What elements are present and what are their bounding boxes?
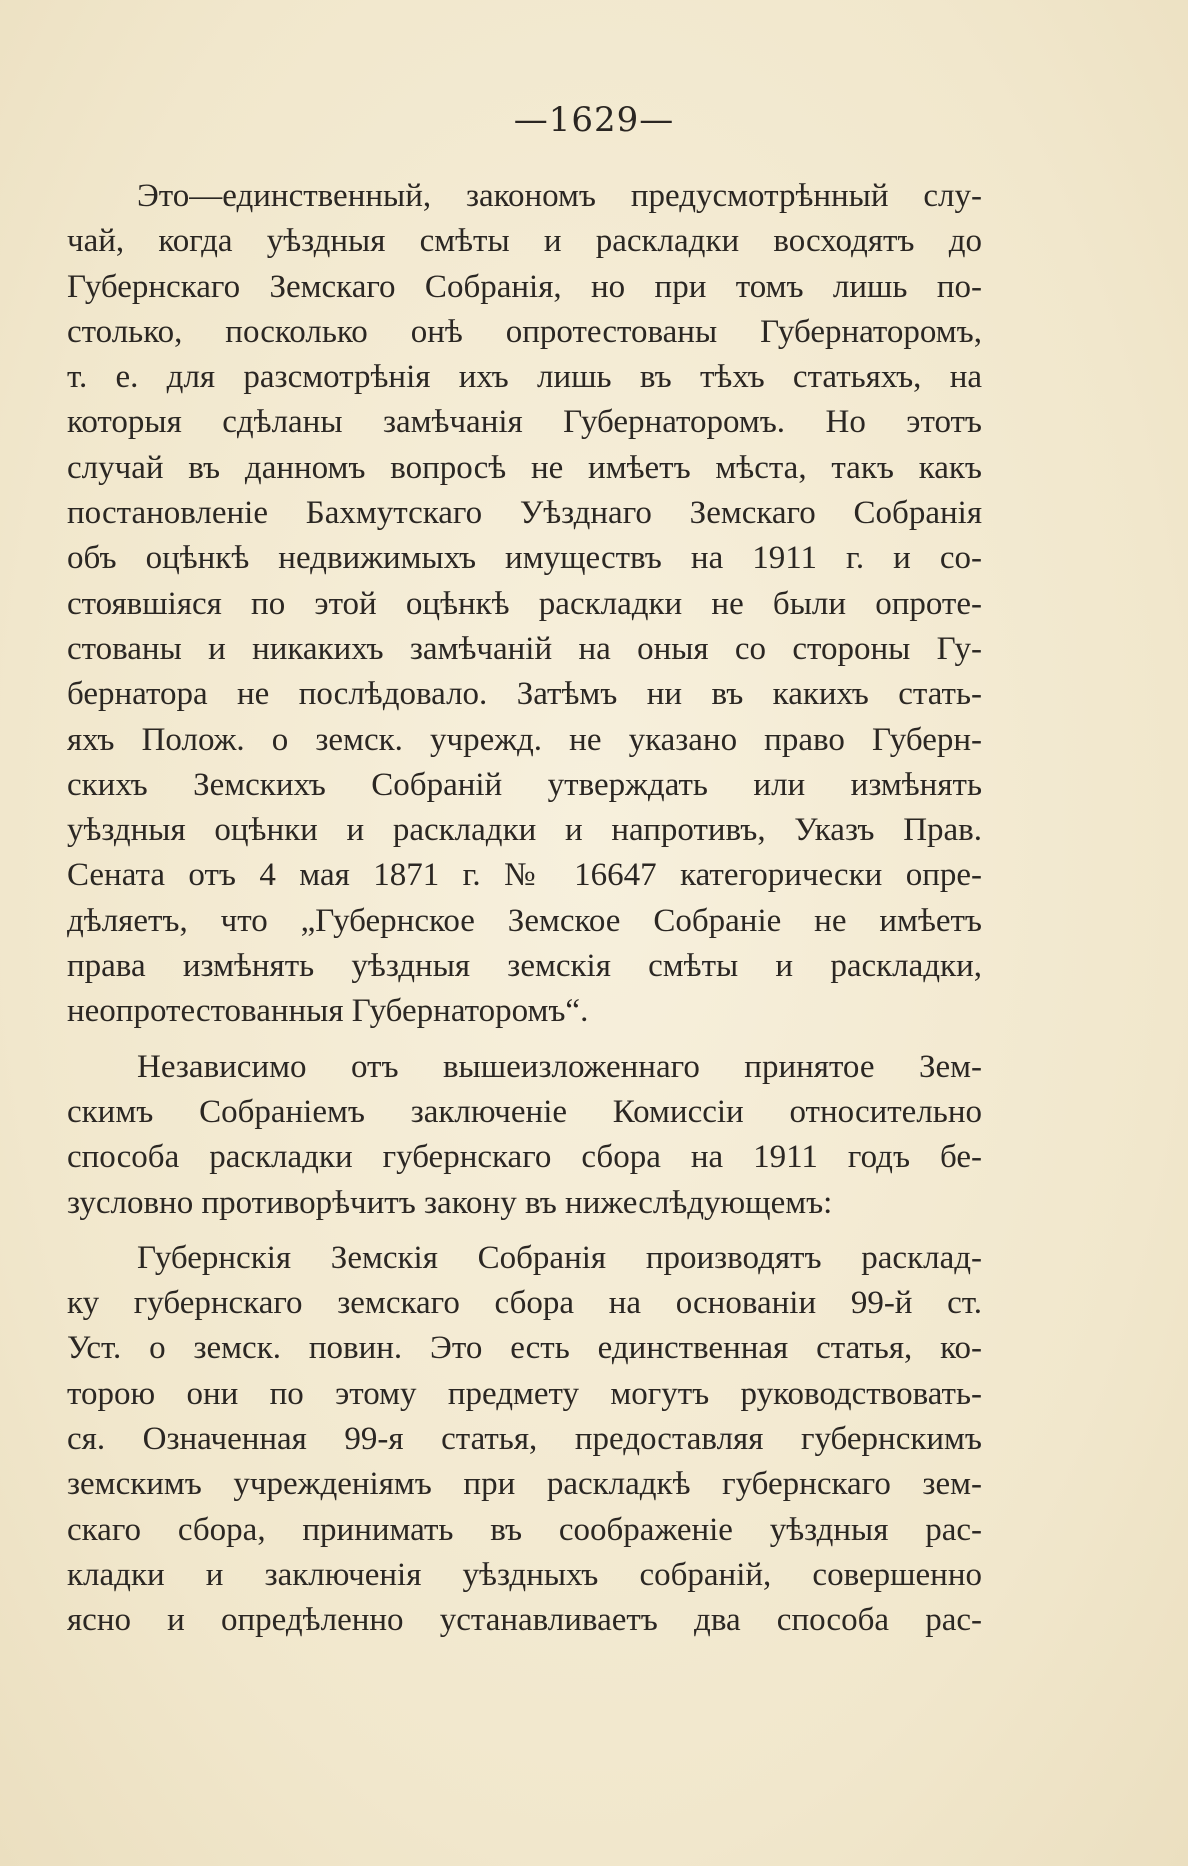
text-line: стованы и никакихъ замѣчаній на оныя со стороны Гу- <box>67 630 982 667</box>
text-line: Независимо отъ вышеизложеннаго принятое Зем- <box>137 1048 982 1085</box>
text-line: неопротестованныя Губернаторомъ“. <box>67 993 589 1030</box>
text-line: столько, посколько онѣ опротестованы Губернаторомъ, <box>67 313 982 350</box>
body-text <box>67 174 982 1644</box>
text-line: уѣздныя оцѣнки и раскладки и напротивъ, Указъ Прав. <box>67 812 982 849</box>
text-line: которыя сдѣланы замѣчанія Губернаторомъ. Но этотъ <box>67 404 982 441</box>
text-line: дѣляетъ, что „Губернское Земское Собраніе не имѣетъ <box>67 902 982 939</box>
paragraph-3 <box>67 1236 982 1644</box>
text-line: ку губернскаго земскаго сбора на основаніи 99-й ст. <box>67 1285 982 1322</box>
text-line: Губернскаго Земскаго Собранія, но при томъ лишь по- <box>67 268 982 305</box>
paragraph-1 <box>67 174 982 1035</box>
text-line: яхъ Полож. о земск. учрежд. не указано право Губерн- <box>67 721 982 758</box>
text-line: объ оцѣнкѣ недвижимыхъ имуществъ на 1911 г. и со- <box>67 540 982 577</box>
text-line: Уст. о земск. повин. Это есть единственная статья, ко- <box>67 1330 982 1367</box>
text-line: чай, когда уѣздныя смѣты и раскладки восходятъ до <box>67 223 982 260</box>
text-line: ся. Означенная 99-я статья, предоставляя губернскимъ <box>67 1421 982 1458</box>
text-line: т. е. для разсмотрѣнія ихъ лишь въ тѣхъ статьяхъ, на <box>67 359 982 396</box>
text-line: Губернскія Земскія Собранія производятъ расклад- <box>137 1239 982 1276</box>
text-line: скихъ Земскихъ Собраній утверждать или измѣнять <box>67 766 982 803</box>
text-line: стоявшіяся по этой оцѣнкѣ раскладки не были опроте- <box>67 585 982 622</box>
text-line: постановленіе Бахмутскаго Уѣзднаго Земскаго Собранія <box>67 495 982 532</box>
text-line: земскимъ учрежденіямъ при раскладкѣ губернскаго зем- <box>67 1466 982 1503</box>
text-line: скаго сбора, принимать въ соображеніе уѣздныя рас- <box>67 1511 982 1548</box>
text-line: способа раскладки губернскаго сбора на 1911 годъ бе- <box>67 1139 982 1176</box>
text-line: Сената отъ 4 мая 1871 г. № 16647 категорически опре- <box>67 857 982 894</box>
text-line: права измѣнять уѣздныя земскія смѣты и раскладки, <box>67 948 982 985</box>
text-line: бернатора не послѣдовало. Затѣмъ ни въ какихъ стать- <box>67 676 982 713</box>
page-number: —1629— <box>513 100 675 140</box>
text-line: ясно и опредѣленно устанавливаетъ два способа рас- <box>67 1602 982 1639</box>
text-line: зусловно противорѣчитъ закону въ нижеслѣдующемъ: <box>67 1184 833 1221</box>
paragraph-2 <box>67 1045 982 1226</box>
text-line: кладки и заключенія уѣздныхъ собраній, совершенно <box>67 1556 982 1593</box>
text-line: случай въ данномъ вопросѣ не имѣетъ мѣста, такъ какъ <box>67 449 982 486</box>
text-line: скимъ Собраніемъ заключеніе Комиссіи относительно <box>67 1093 982 1130</box>
text-line: торою они по этому предмету могутъ руководствовать- <box>67 1375 982 1412</box>
text-line: Это—единственный, закономъ предусмотрѣнный слу- <box>137 178 982 214</box>
